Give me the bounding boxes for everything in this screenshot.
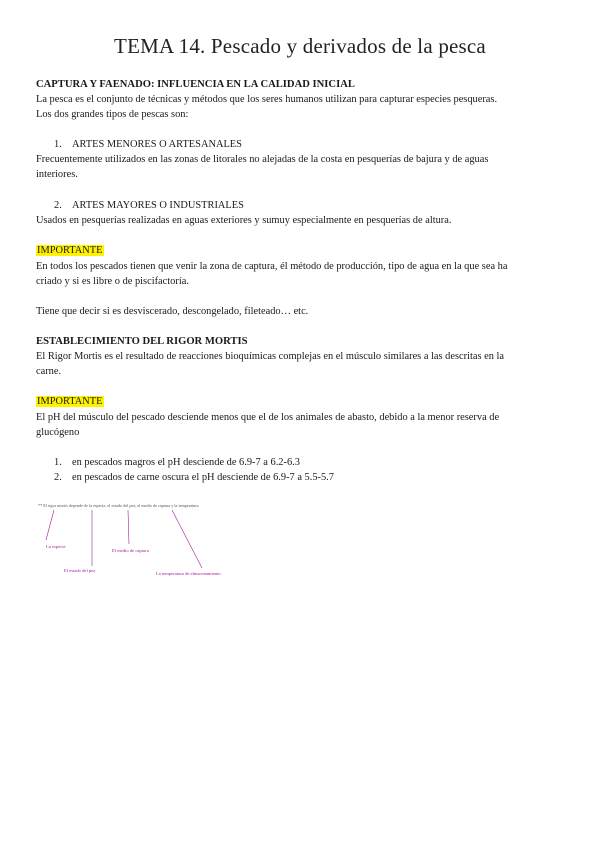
diagram-label-estado: El estado del pez — [64, 568, 96, 573]
diagram-connector-lines — [36, 500, 296, 590]
diagram-sentence: ** El rigor mortis depende de la especie, el estado del pez, el medio de captura y la temperatura — [38, 503, 199, 508]
list-item-label: ARTES MENORES O ARTESANALES — [72, 139, 242, 150]
list-number: 2. — [54, 472, 62, 483]
list-item-artes-menores — [54, 138, 242, 153]
paragraph-rigor-line1: El Rigor Mortis es el resultado de reacciones bioquímicas complejas en el músculo similares a las descritas en la — [36, 351, 505, 362]
diagram-label-especie: La especie — [46, 544, 66, 549]
list-number: 1. — [54, 457, 62, 468]
list-item-ph-carne-oscura — [54, 471, 334, 486]
list-item-artes-mayores — [54, 199, 244, 214]
list-number: 1. — [54, 139, 62, 150]
paragraph-desviscerado-note: Tiene que decir si es desviscerado, descongelado, fileteado… etc. — [36, 306, 309, 317]
connector-line-temperatura — [172, 510, 202, 568]
paragraph-important-1-line2: criado y si es libre o de piscifactoría. — [36, 276, 189, 287]
diagram-label-medio: El medio de captura — [112, 548, 149, 553]
important-label-1-row — [36, 244, 556, 259]
rigor-mortis-factors-diagram — [36, 500, 296, 590]
diagram-label-temperatura: La temperatura de almacenamiento — [156, 571, 221, 576]
important-highlight: IMPORTANTE — [37, 396, 103, 407]
page-title: TEMA 14. Pescado y derivados de la pesca — [114, 34, 486, 58]
paragraph-important-2-line1: El pH del músculo del pescado desciende menos que el de los animales de abasto, debido a la menor reserva de — [36, 412, 500, 423]
paragraph-rigor-line2: carne. — [36, 366, 62, 377]
list-number: 2. — [54, 200, 62, 211]
paragraph-important-2-line2: glucógeno — [36, 427, 80, 438]
paragraph-artes-menores-desc-1: Frecuentemente utilizados en las zonas de litorales no alejadas de la costa en pesquerías de bajura y de aguas — [36, 154, 489, 165]
list-item-label: ARTES MAYORES O INDUSTRIALES — [72, 200, 244, 211]
important-label-2-row — [36, 395, 556, 410]
paragraph-artes-menores-desc-2: interiores. — [36, 169, 78, 180]
connector-line-especie — [46, 510, 54, 540]
paragraph-pesca-definition: La pesca es el conjunto de técnicas y métodos que los seres humanos utilizan para capturar especies pesqueras. — [36, 94, 498, 105]
paragraph-tipos-intro: Los dos grandes tipos de pescas son: — [36, 109, 189, 120]
connector-line-medio — [128, 510, 129, 544]
list-item-text: en pescados magros el pH desciende de 6.9-7 a 6.2-6.3 — [72, 457, 300, 468]
paragraph-artes-mayores-desc: Usados en pesquerías realizadas en aguas exteriores y sumuy especialmente en pesquerías de altura. — [36, 215, 452, 226]
section-heading-captura: CAPTURA Y FAENADO: INFLUENCIA EN LA CALIDAD INICIAL — [36, 79, 355, 90]
list-item-text: en pescados de carne oscura el pH desciende de 6.9-7 a 5.5-5.7 — [72, 472, 334, 483]
important-highlight: IMPORTANTE — [37, 245, 103, 256]
section-heading-rigor-mortis: ESTABLECIMIENTO DEL RIGOR MORTIS — [36, 336, 248, 347]
list-item-ph-magros — [54, 456, 300, 471]
paragraph-important-1-line1: En todos los pescados tienen que venir la zona de captura, él método de producción, tipo de agua en la que sea ha — [36, 261, 508, 272]
